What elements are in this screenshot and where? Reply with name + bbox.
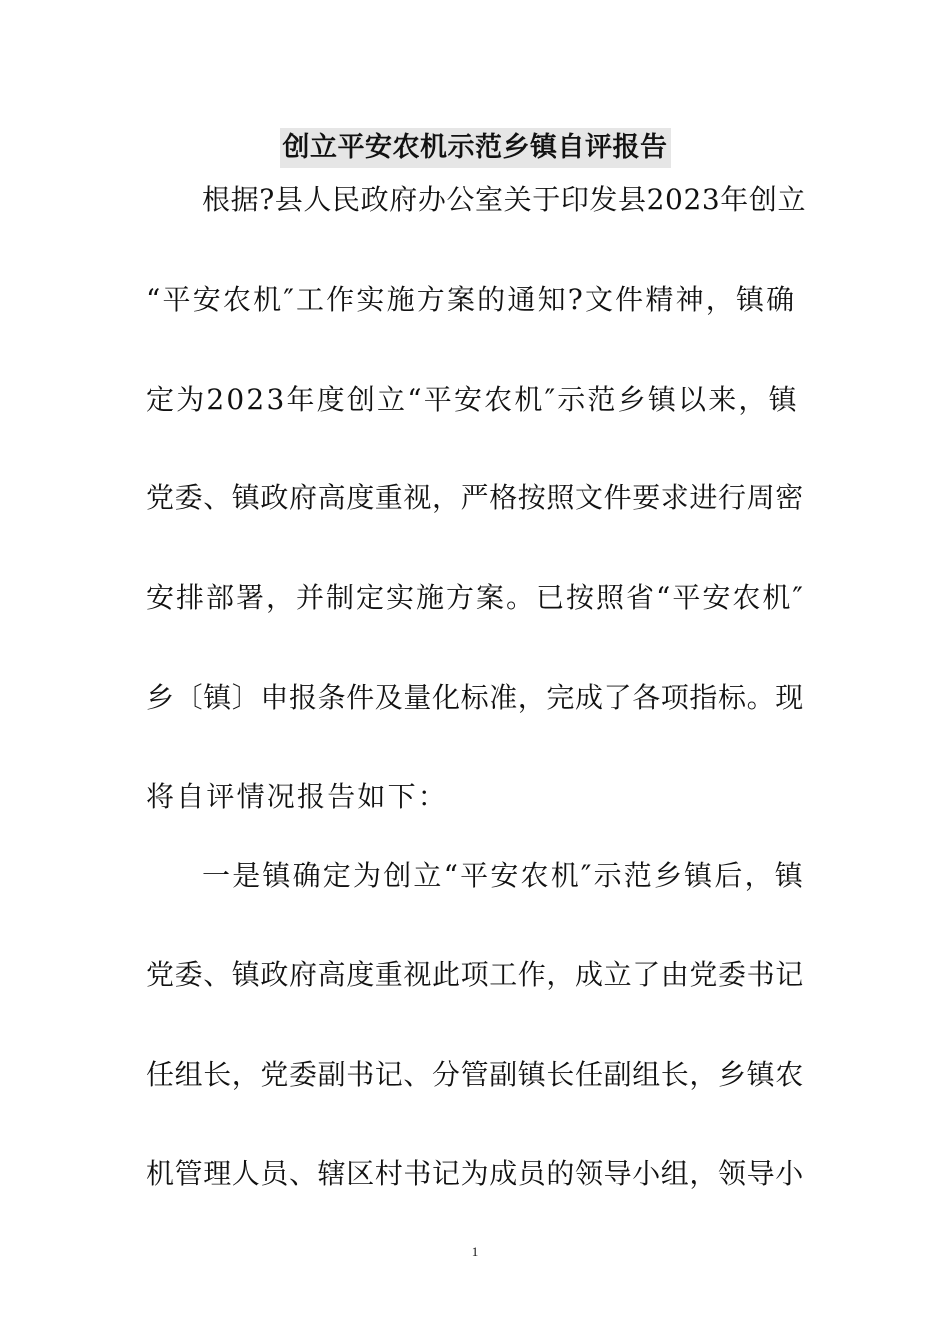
body-line-11: 机管理人员、辖区村书记为成员的领导小组，领导小	[146, 1157, 804, 1190]
document-title: 创立平安农机示范乡镇自评报告	[280, 128, 671, 168]
body-line-2: “平安农机″工作实施方案的通知?文件精神，镇确	[146, 283, 797, 316]
body-line-4: 党委、镇政府高度重视，严格按照文件要求进行周密	[146, 481, 804, 514]
body-line-5: 安排部署，并制定实施方案。已按照省“平安农机″	[146, 581, 805, 614]
title-container	[0, 128, 950, 168]
body-line-7: 将自评情况报告如下：	[146, 780, 449, 813]
body-line-8: 一是镇确定为创立“平安农机″示范乡镇后，镇	[202, 859, 805, 892]
body-line-6: 乡〔镇〕申报条件及量化标准，完成了各项指标。现	[146, 681, 804, 714]
body-line-3: 定为2023年度创立“平安农机″示范乡镇以来，镇	[146, 383, 799, 416]
page-number: 1	[471, 1244, 479, 1259]
body-line-10: 任组长，党委副书记、分管副镇长任副组长，乡镇农	[146, 1058, 804, 1091]
body-line-9: 党委、镇政府高度重视此项工作，成立了由党委书记	[146, 958, 804, 991]
body-line-1: 根据?县人民政府办公室关于印发县2023年创立	[202, 183, 807, 216]
